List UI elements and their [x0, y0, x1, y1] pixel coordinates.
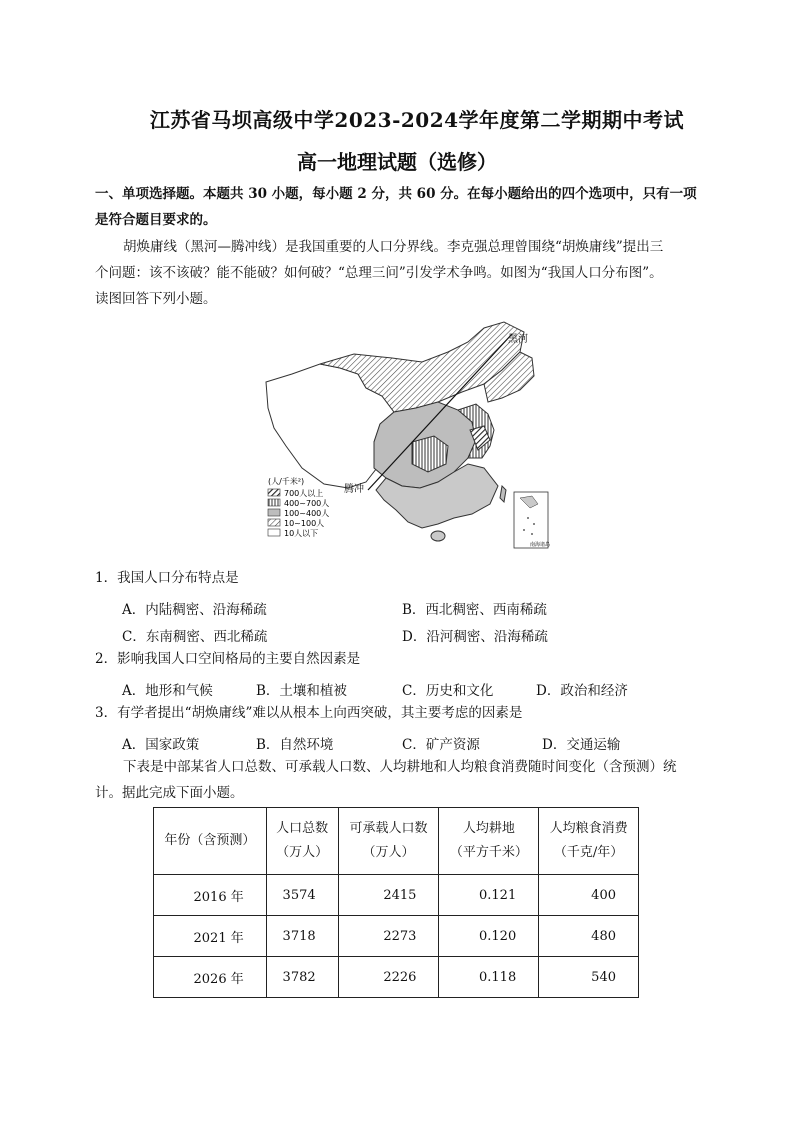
- header-farmland-l1: 人均耕地: [462, 821, 515, 836]
- cell-population: 3718: [266, 916, 338, 957]
- header-capacity-l1: 可承载人口数: [349, 821, 428, 836]
- header-capacity: [338, 808, 439, 875]
- cell-grain: 540: [539, 957, 639, 998]
- cell-year: 2021 年: [154, 916, 267, 957]
- cell-farmland: 0.118: [439, 957, 539, 998]
- label-tengchong: 腾冲: [344, 484, 364, 495]
- q1-option-d: D．沿河稠密、沿海稀疏: [402, 629, 548, 645]
- header-year: [154, 808, 267, 875]
- map-legend: [268, 476, 329, 538]
- q3-option-d: D．交通运输: [542, 737, 621, 753]
- q1-option-b: B．西北稠密、西南稀疏: [402, 602, 547, 618]
- table-row: [154, 875, 639, 916]
- legend-item-1: 700人以上: [284, 489, 324, 498]
- cell-population: 3574: [266, 875, 338, 916]
- section-heading-line2: 是符合题目要求的。: [95, 212, 217, 228]
- legend-swatch-3: [268, 509, 280, 516]
- label-heihe: 黑河: [508, 334, 528, 345]
- header-population-l1: 人口总数: [276, 821, 329, 836]
- legend-unit: (人/千米²): [268, 477, 305, 486]
- q2-option-b: B．土壤和植被: [256, 683, 347, 699]
- header-population: [266, 808, 338, 875]
- legend-swatch-1: [268, 489, 280, 496]
- intro-line1: 胡焕庸线（黑河—腾冲线）是我国重要的人口分界线。李克强总理曾围绕“胡焕庸线”提出三: [123, 239, 664, 255]
- q3-option-c: C．矿产资源: [402, 737, 480, 753]
- cell-year: 2016 年: [154, 875, 267, 916]
- table-intro-line2: 计。据此完成下面小题。: [95, 785, 244, 801]
- exam-title: 江苏省马坝高级中学2023-2024学年度第二学期期中考试: [149, 108, 685, 132]
- legend-item-5: 10人以下: [284, 529, 319, 538]
- cell-population: 3782: [266, 957, 338, 998]
- table-header-row: [154, 808, 639, 875]
- q1-option-c: C．东南稠密、西北稀疏: [122, 629, 268, 645]
- header-population-l2: （万人）: [276, 845, 329, 860]
- cell-capacity: 2226: [338, 957, 439, 998]
- intro-line2: 个问题：该不该破？能不能破？如何破？“总理三问”引发学术争鸣。如图为“我国人口分布图”。: [95, 265, 663, 281]
- south-china-sea-inset: [514, 492, 550, 548]
- cell-grain: 480: [539, 916, 639, 957]
- header-capacity-l2: （万人）: [362, 845, 415, 860]
- cell-farmland: 0.120: [439, 916, 539, 957]
- question-3-stem: 3．有学者提出“胡焕庸线”难以从根本上向西突破，其主要考虑的因素是: [95, 705, 523, 721]
- question-1-stem: 1．我国人口分布特点是: [95, 570, 239, 586]
- header-farmland: [439, 808, 539, 875]
- legend-swatch-2: [268, 499, 280, 506]
- cell-farmland: 0.121: [439, 875, 539, 916]
- q2-option-a: A．地形和气候: [122, 683, 213, 699]
- header-grain-l1: 人均粮食消费: [549, 821, 628, 836]
- legend-item-3: 100~400人: [284, 509, 330, 518]
- header-grain: [539, 808, 639, 875]
- cell-grain: 400: [539, 875, 639, 916]
- q3-option-b: B．自然环境: [256, 737, 334, 753]
- population-table: [153, 807, 639, 998]
- header-farmland-l2: （平方千米）: [449, 845, 528, 860]
- table-row: [154, 916, 639, 957]
- q2-option-d: D．政治和经济: [536, 683, 628, 699]
- cell-capacity: 2415: [338, 875, 439, 916]
- header-year-text: 年份（含预测）: [164, 833, 256, 848]
- legend-item-2: 400~700人: [284, 499, 330, 508]
- q3-option-a: A．国家政策: [122, 737, 200, 753]
- legend-swatch-5: [268, 529, 280, 536]
- table-intro-line1: 下表是中部某省人口总数、可承载人口数、人均耕地和人均粮食消费随时间变化（含预测）统: [123, 759, 677, 775]
- cell-year: 2026 年: [154, 957, 267, 998]
- q1-option-a: A．内陆稠密、沿海稀疏: [122, 602, 267, 618]
- exam-subtitle: 高一地理试题（选修）: [297, 150, 497, 174]
- inset-label: 南海诸岛: [530, 542, 550, 548]
- population-map: [262, 318, 550, 552]
- intro-line3: 读图回答下列小题。: [95, 291, 217, 307]
- table-row: [154, 957, 639, 998]
- section-heading-line1: 一、单项选择题。本题共 30 小题，每小题 2 分，共 60 分。在每小题给出的四个选项中，只有一项: [95, 186, 697, 202]
- header-grain-l2: （千克/年）: [553, 845, 624, 860]
- legend-swatch-4: [268, 519, 280, 526]
- cell-capacity: 2273: [338, 916, 439, 957]
- question-2-stem: 2．影响我国人口空间格局的主要自然因素是: [95, 651, 361, 667]
- q2-option-c: C．历史和文化: [402, 683, 494, 699]
- legend-item-4: 10~100人: [284, 519, 325, 528]
